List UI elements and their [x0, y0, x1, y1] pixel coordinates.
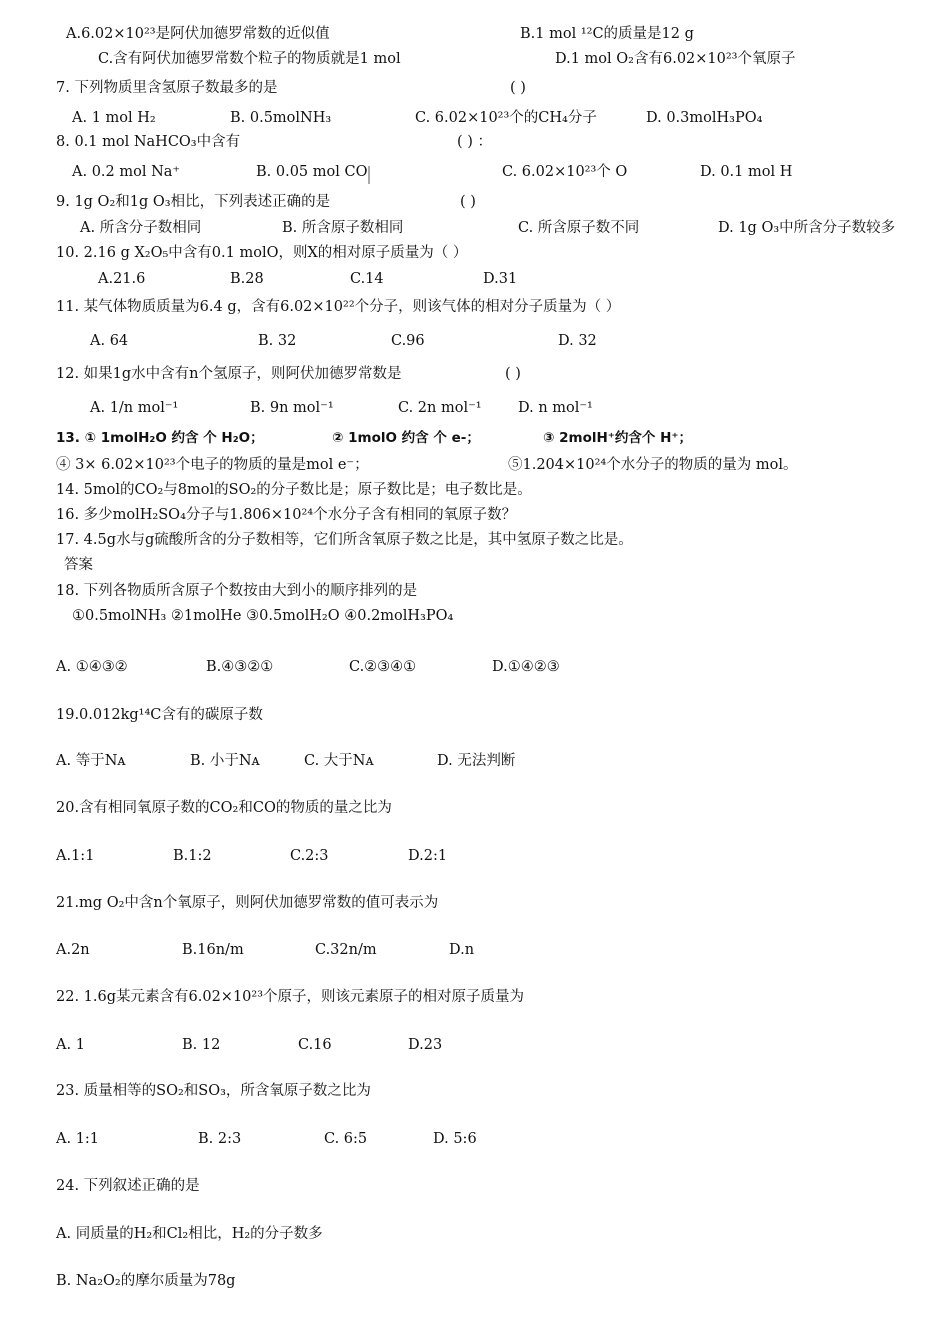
q13-part5-a: ⑤1.204×10²⁴个水分子的物质的量为: [508, 457, 752, 473]
q12-option-a: A. 1/n mol⁻¹: [90, 400, 179, 416]
q18-stem: 18. 下列各物质所含原子个数按由大到小的顺序排列的是: [56, 583, 418, 599]
q21-option-b: B.16n/m: [182, 942, 244, 958]
q9-option-a: A. 所含分子数相同: [80, 220, 202, 236]
q22-option-b: B. 12: [182, 1037, 221, 1053]
q9-paren: ( ): [460, 194, 476, 210]
q8-option-a: A. 0.2 mol Na⁺: [72, 164, 181, 180]
q13-part4-a: ④ 3× 6.02×10²³个电子的物质的量是: [56, 457, 307, 473]
q8-option-c: C. 6.02×10²³个 O: [502, 164, 628, 180]
q23-option-b: B. 2:3: [198, 1131, 242, 1147]
q12-paren: ( ): [505, 366, 521, 382]
q10-stem: 10. 2.16 g X₂O₅中含有0.1 molO，则X的相对原子质量为（ ）: [56, 245, 468, 261]
q7-paren: ( ): [510, 80, 526, 96]
q20-option-a: A.1:1: [56, 848, 95, 864]
q8-paren: ( ) ：: [457, 134, 493, 150]
q14-line: [56, 480, 532, 500]
q13-part3-b: 个 H⁺；: [641, 430, 693, 446]
q9-option-c: C. 所含原子数不同: [518, 220, 640, 236]
q24-option-a: A. 同质量的H₂和Cl₂相比，H₂的分子数多: [56, 1226, 323, 1242]
q10-option-b: B.28: [230, 271, 264, 287]
q12-option-d: D. n mol⁻¹: [518, 400, 593, 416]
q17-text-d: 。: [618, 532, 633, 548]
q23-option-c: C. 6:5: [324, 1131, 368, 1147]
q11-stem: 11. 某气体物质质量为6.4 g，含有6.02×10²²个分子，则该气体的相对分子质量为（ ）: [56, 299, 621, 315]
q22-stem: 22. 1.6g某元素含有6.02×10²³个原子，则该元素原子的相对原子质量为: [56, 989, 525, 1005]
q11-option-d: D. 32: [558, 333, 597, 349]
q13-part1: 13. ① 1molH₂O 约含 个 H₂O；: [56, 430, 264, 446]
q17-text-c: ，其中氢原子数之比是: [473, 532, 619, 548]
q8-option-b-text: B. 0.05 mol CO: [256, 164, 368, 180]
q7-option-d: D. 0.3molH₃PO₄: [646, 110, 763, 126]
q13-part5: [508, 455, 797, 475]
q18-option-c: C.②③④①: [349, 659, 417, 675]
q7-stem: 7. 下列物质里含氢原子数最多的是: [56, 80, 278, 96]
q13-part4-b: mol e⁻；: [306, 457, 369, 473]
q12-option-b: B. 9n mol⁻¹: [250, 400, 334, 416]
q23-stem: 23. 质量相等的SO₂和SO₃，所含氧原子数之比为: [56, 1083, 371, 1099]
q16-stem: 16. 多少molH₂SO₄分子与1.806×10²⁴个水分子含有相同的氧原子数？: [56, 507, 517, 523]
q23-option-a: A. 1:1: [56, 1131, 100, 1147]
q23-option-d: D. 5:6: [433, 1131, 477, 1147]
q13-part4: [56, 455, 369, 475]
q7-option-c: C. 6.02×10²³个的CH₄分子: [415, 110, 597, 126]
q21-option-d: D.n: [449, 942, 475, 958]
q11-option-c: C.96: [391, 333, 425, 349]
q10-option-a: A.21.6: [98, 271, 146, 287]
q17-text-a: 17. 4.5g水与: [56, 532, 146, 548]
q18-option-a: A. ①④③②: [56, 659, 128, 675]
q8-option-d: D. 0.1 mol H: [700, 164, 793, 180]
broken-image-icon: [368, 166, 370, 184]
q20-option-b: B.1:2: [173, 848, 212, 864]
q21-stem: 21.mg O₂中含n个氧原子，则阿伏加德罗常数的值可表示为: [56, 895, 439, 911]
q19-option-d: D. 无法判断: [437, 753, 516, 769]
q11-option-b: B. 32: [258, 333, 297, 349]
q14-text-a: 14. 5mol的CO₂与8mol的SO₂的分子数比是: [56, 482, 344, 498]
q24-stem: 24. 下列叙述正确的是: [56, 1178, 200, 1194]
q21-option-c: C.32n/m: [315, 942, 377, 958]
q18-option-d: D.①④②③: [492, 659, 560, 675]
q12-stem: 12. 如果1g水中含有n个氢原子，则阿伏加德罗常数是: [56, 366, 402, 382]
q20-stem: 20.含有相同氧原子数的CO₂和CO的物质的量之比为: [56, 800, 392, 816]
q17-line: [56, 530, 633, 550]
q19-option-c: C. 大于Nᴀ: [304, 753, 374, 769]
answer-label: 答案: [64, 557, 93, 573]
q9-option-b: B. 所含原子数相同: [282, 220, 404, 236]
q22-option-d: D.23: [408, 1037, 443, 1053]
q19-stem: 19.0.012kg¹⁴C含有的碳原子数: [56, 707, 263, 723]
q7-option-a: A. 1 mol H₂: [72, 110, 156, 126]
q22-option-c: C.16: [298, 1037, 332, 1053]
q6-option-a: A.6.02×10²³是阿伏加德罗常数的近似值: [66, 26, 330, 42]
q11-option-a: A. 64: [90, 333, 129, 349]
q20-option-d: D.2:1: [408, 848, 448, 864]
q13-part3: [543, 428, 692, 448]
q7-option-b: B. 0.5molNH₃: [230, 110, 332, 126]
q18-items: ①0.5molNH₃ ②1molHe ③0.5molH₂O ④0.2molH₃PO₄: [72, 608, 454, 624]
q6-option-c: C.含有阿伏加德罗常数个粒子的物质就是1 mol: [98, 51, 401, 67]
q19-option-b: B. 小于Nᴀ: [190, 753, 260, 769]
q6-option-d: D.1 mol O₂含有6.02×10²³个氧原子: [555, 51, 796, 67]
q19-option-a: A. 等于Nᴀ: [56, 753, 126, 769]
q13-part5-b: mol。: [755, 457, 798, 473]
q21-option-a: A.2n: [56, 942, 90, 958]
q17-text-b: g硫酸所含的分子数相等，它们所含氧原子数之比是: [145, 532, 474, 548]
q10-option-d: D.31: [483, 271, 518, 287]
q22-option-a: A. 1: [56, 1037, 85, 1053]
q20-option-c: C.2:3: [290, 848, 329, 864]
q14-text-b: ；原子数比是: [343, 482, 431, 498]
q13-part3-a: ③ 2molH⁺约含: [543, 430, 642, 446]
q18-option-b: B.④③②①: [206, 659, 274, 675]
q14-text-c: ；电子数比是: [430, 482, 518, 498]
q10-option-c: C.14: [350, 271, 384, 287]
q12-option-c: C. 2n mol⁻¹: [398, 400, 482, 416]
q13-part2: ② 1molO 约含 个 e-；: [332, 430, 480, 446]
q9-option-d: D. 1g O₃中所含分子数较多: [718, 220, 896, 236]
q24-option-b: B. Na₂O₂的摩尔质量为78g: [56, 1273, 236, 1289]
q8-option-b: [256, 162, 370, 185]
q9-stem: 9. 1g O₂和1g O₃相比，下列表述正确的是: [56, 194, 331, 210]
q14-text-d: 。: [517, 482, 532, 498]
q6-option-b: B.1 mol ¹²C的质量是12 g: [520, 26, 694, 42]
q8-stem: 8. 0.1 mol NaHCO₃中含有: [56, 134, 241, 150]
